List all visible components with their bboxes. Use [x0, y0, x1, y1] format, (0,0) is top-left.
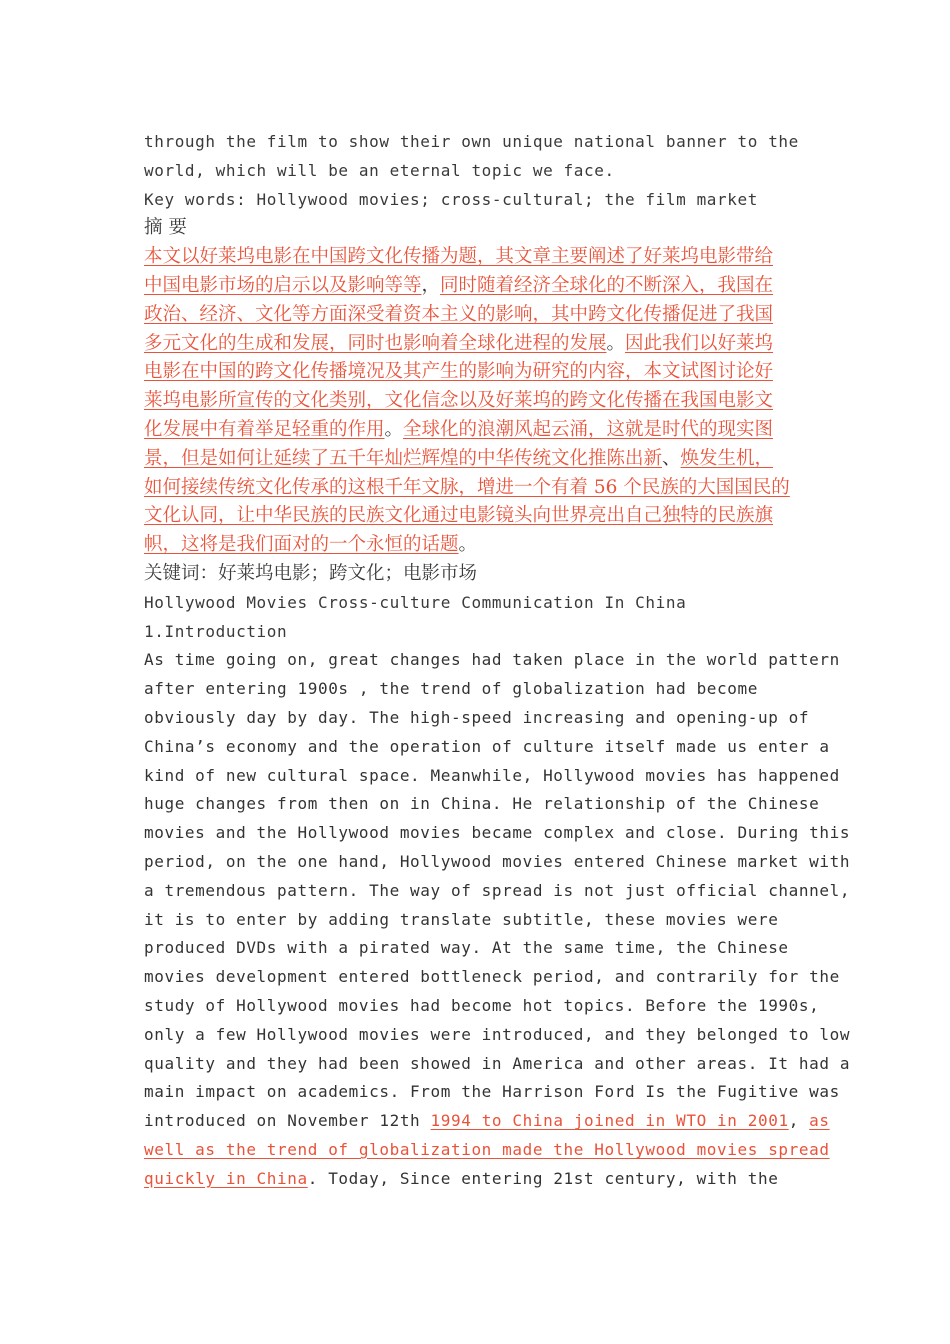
introduction-body: [144, 646, 851, 1193]
text-line: [144, 1136, 830, 1165]
text-line: [144, 963, 840, 992]
text-line: [144, 1165, 810, 1194]
highlighted-text: quickly in China: [144, 1168, 308, 1188]
plain-text: movies development entered bottleneck period, and contrarily for the: [144, 967, 840, 987]
text-line: [144, 243, 810, 272]
plain-text: it is to enter by adding translate subtitle, these movies were: [144, 909, 779, 929]
text-line: [144, 877, 851, 906]
text-line: [144, 1107, 830, 1136]
text-line: [144, 733, 830, 762]
text-line: [144, 762, 840, 791]
plain-text: 。: [384, 418, 404, 440]
highlighted-text: 1994 to China joined in WTO in 2001: [430, 1111, 789, 1131]
highlighted-text: well as the trend of globalization made the Hollywood movies spread: [144, 1139, 830, 1159]
plain-text: 。: [606, 332, 626, 354]
document-page: [144, 128, 851, 1193]
plain-text: only a few Hollywood movies were introduced, and they belonged to low: [144, 1024, 851, 1044]
highlighted-text: 帜，这将是我们面对的一个永恒的话题: [144, 534, 459, 556]
plain-text: ,: [788, 1111, 810, 1131]
plain-text: produced DVDs with a pirated way. At the same time, the Chinese: [144, 938, 789, 958]
text-line: [144, 1050, 851, 1079]
text-line: [144, 819, 851, 848]
text-line: through the film to show their own unique national banner to the: [144, 132, 799, 151]
section-heading: 1.Introduction: [144, 621, 288, 641]
text-line: [144, 272, 810, 301]
text-line: [144, 531, 810, 560]
highlighted-text: 中国电影市场的启示以及影响等等: [144, 274, 422, 296]
text-line: [144, 906, 810, 935]
text-line: [144, 675, 810, 704]
text-line: [144, 848, 851, 877]
text-line: [144, 992, 820, 1021]
text-line: [144, 1078, 840, 1107]
highlighted-text: 如何接续传统文化传承的这根千年文脉，增进一个有着 56 个民族的大国国民的: [144, 476, 790, 498]
text-line: [144, 934, 810, 963]
highlighted-text: 文化认同，让中华民族的民族文化通过电影镜头向世界亮出自己独特的民族旗: [144, 505, 774, 527]
plain-text: As time going on, great changes had taken place in the world pattern: [144, 650, 840, 670]
text-line: [144, 387, 810, 416]
text-line: [144, 704, 810, 733]
plain-text: China’s economy and the operation of culture itself made us enter a: [144, 736, 830, 756]
plain-text: a tremendous pattern. The way of spread is not just official channel,: [144, 880, 851, 900]
highlighted-text: as: [809, 1111, 830, 1131]
text-line: [144, 474, 810, 503]
english-title: Hollywood Movies Cross-culture Communication In China: [144, 592, 687, 612]
plain-text: obviously day by day. The high-speed increasing and opening-up of: [144, 707, 810, 727]
text-line: [144, 502, 810, 531]
highlighted-text: 同时随着经济全球化的不断深入，我国在: [440, 274, 774, 296]
text-line: [144, 646, 840, 675]
plain-text: study of Hollywood movies had become hot topics. Before the 1990s,: [144, 995, 820, 1015]
chinese-abstract: [144, 243, 810, 560]
plain-text: after entering 1900s , the trend of globalization had become: [144, 679, 758, 699]
text-line: [144, 358, 810, 387]
plain-text: introduced on November 12th: [144, 1111, 431, 1131]
highlighted-text: 化发展中有着举足轻重的作用: [144, 418, 385, 440]
highlighted-text: 政治、经济、文化等方面深受着资本主义的影响，其中跨文化传播促进了我国: [144, 303, 774, 325]
plain-text: kind of new cultural space. Meanwhile, Hollywood movies has happened: [144, 765, 840, 785]
text-line: [144, 330, 810, 359]
text-line: [144, 1021, 851, 1050]
plain-text: period, on the one hand, Hollywood movies entered Chinese market with: [144, 851, 851, 871]
highlighted-text: 本文以好莱坞电影在中国跨文化传播为题，其文章主要阐述了好莱坞电影带给: [144, 246, 774, 268]
english-keywords: Key words: Hollywood movies; cross-cultural; the film market: [144, 189, 758, 209]
plain-text: main impact on academics. From the Harrison Ford Is the Fugitive was: [144, 1082, 840, 1102]
highlighted-text: 多元文化的生成和发展，同时也影响着全球化进程的发展: [144, 332, 607, 354]
plain-text: ，: [421, 274, 441, 296]
highlighted-text: 景，但是如何让延续了五千年灿烂辉煌的中华传统文化推陈出新: [144, 447, 663, 469]
text-line: world, which will be an eternal topic we face.: [144, 160, 615, 180]
plain-text: huge changes from then on in China. He relationship of the Chinese: [144, 794, 820, 814]
plain-text: . Today, Since entering 21st century, with the: [307, 1168, 779, 1188]
abstract-heading: 摘 要: [144, 217, 187, 239]
plain-text: 、: [662, 447, 681, 469]
text-line: [144, 301, 810, 330]
intro-paragraph: [144, 128, 810, 186]
text-line: [144, 416, 810, 445]
highlighted-text: 莱坞电影所宣传的文化类别，文化信念以及好莱坞的跨文化传播在我国电影文: [144, 390, 774, 412]
text-line: [144, 790, 820, 819]
highlighted-text: 全球化的浪潮风起云涌，这就是时代的现实图: [403, 418, 774, 440]
plain-text: 。: [458, 534, 478, 556]
highlighted-text: 因此我们以好莱坞: [625, 332, 774, 354]
plain-text: movies and the Hollywood movies became complex and close. During this: [144, 823, 851, 843]
plain-text: quality and they had been showed in America and other areas. It had a: [144, 1053, 851, 1073]
chinese-keywords: 关键词：好莱坞电影；跨文化；电影市场: [144, 562, 478, 584]
text-line: [144, 445, 810, 474]
highlighted-text: 电影在中国的跨文化传播境况及其产生的影响为研究的内容，本文试图讨论好: [144, 361, 774, 383]
highlighted-text: 焕发生机，: [680, 447, 774, 469]
